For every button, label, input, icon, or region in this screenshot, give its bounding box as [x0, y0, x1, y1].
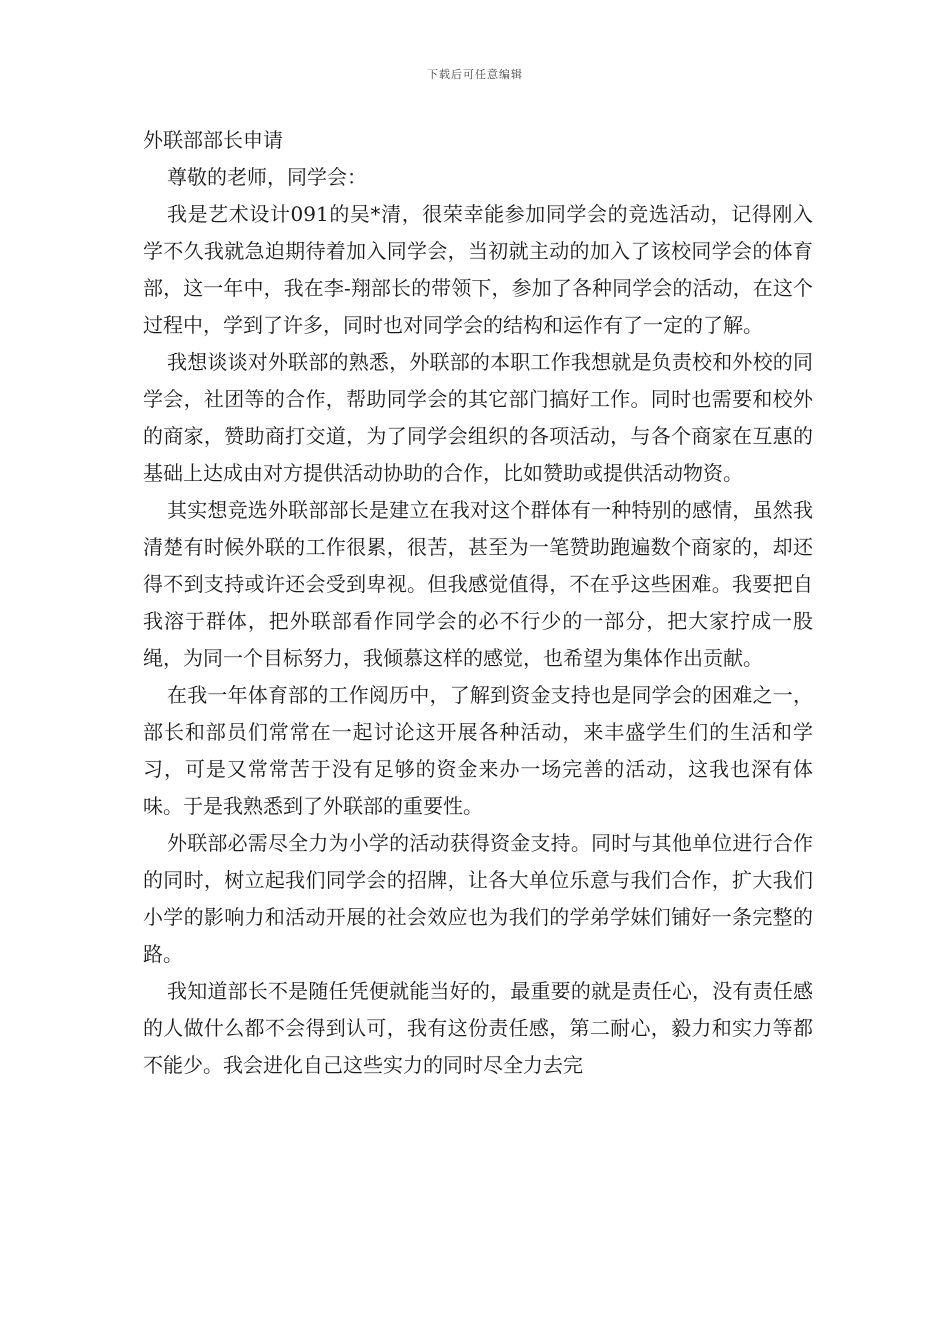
paragraph-2: 我想谈谈对外联部的熟悉，外联部的本职工作我想就是负责校和外校的同学会，社团等的合作，帮助同学会的其它部门搞好工作。同时也需要和校外的商家，赞助商打交道，为了同学会组织的各项活动，与各个商家在互惠的基础上达成由对方提供活动协助的合作，比如赞助或提供活动物资。 — [143, 350, 813, 485]
paragraph-3: 其实想竞选外联部部长是建立在我对这个群体有一种特别的感情，虽然我清楚有时候外联的工作很累，很苦，甚至为一笔赞助跑遍数个商家的，却还得不到支持或许还会受到卑视。但我感觉值得，不在乎这些困难。我要把自我溶于群体，把外联部看作同学会的必不行少的一部分，把大家拧成一股绳，为同一个目标努力，我倾慕这样的感觉，也希望为集体作出贡献。 — [143, 498, 813, 670]
document-title: 外联部部长申请 — [143, 128, 283, 152]
paragraph-4: 在我一年体育部的工作阅历中，了解到资金支持也是同学会的困难之一，部长和部员们常常在一起讨论这开展各种活动，来丰盛学生们的生活和学习，可是又常常苦于没有足够的资金来办一场完善的活动，这我也深有体味。于是我熟悉到了外联部的重要性。 — [143, 683, 813, 818]
document-body — [143, 122, 813, 1084]
header-note: 下载后可任意编辑 — [427, 68, 523, 81]
paragraph-5: 外联部必需尽全力为小学的活动获得资金支持。同时与其他单位进行合作的同时，树立起我们同学会的招牌，让各大单位乐意与我们合作，扩大我们小学的影响力和活动开展的社会效应也为我们的学弟学妹们铺好一条完整的路。 — [143, 831, 813, 966]
salutation: 尊敬的老师，同学会： — [167, 165, 367, 189]
paragraph-1: 我是艺术设计091的吴*清，很荣幸能参加同学会的竞选活动，记得刚入学不久我就急迫期待着加入同学会，当初就主动的加入了该校同学会的体育部，这一年中，我在李-翔部长的带领下，参加了各种同学会的活动，在这个过程中，学到了许多，同时也对同学会的结构和运作有了一定的了解。 — [143, 202, 813, 337]
paragraph-6: 我知道部长不是随任凭便就能当好的，最重要的就是责任心，没有责任感的人做什么都不会得到认可，我有这份责任感，第二耐心，毅力和实力等都不能少。我会进化自己这些实力的同时尽全力去完 — [143, 979, 813, 1077]
